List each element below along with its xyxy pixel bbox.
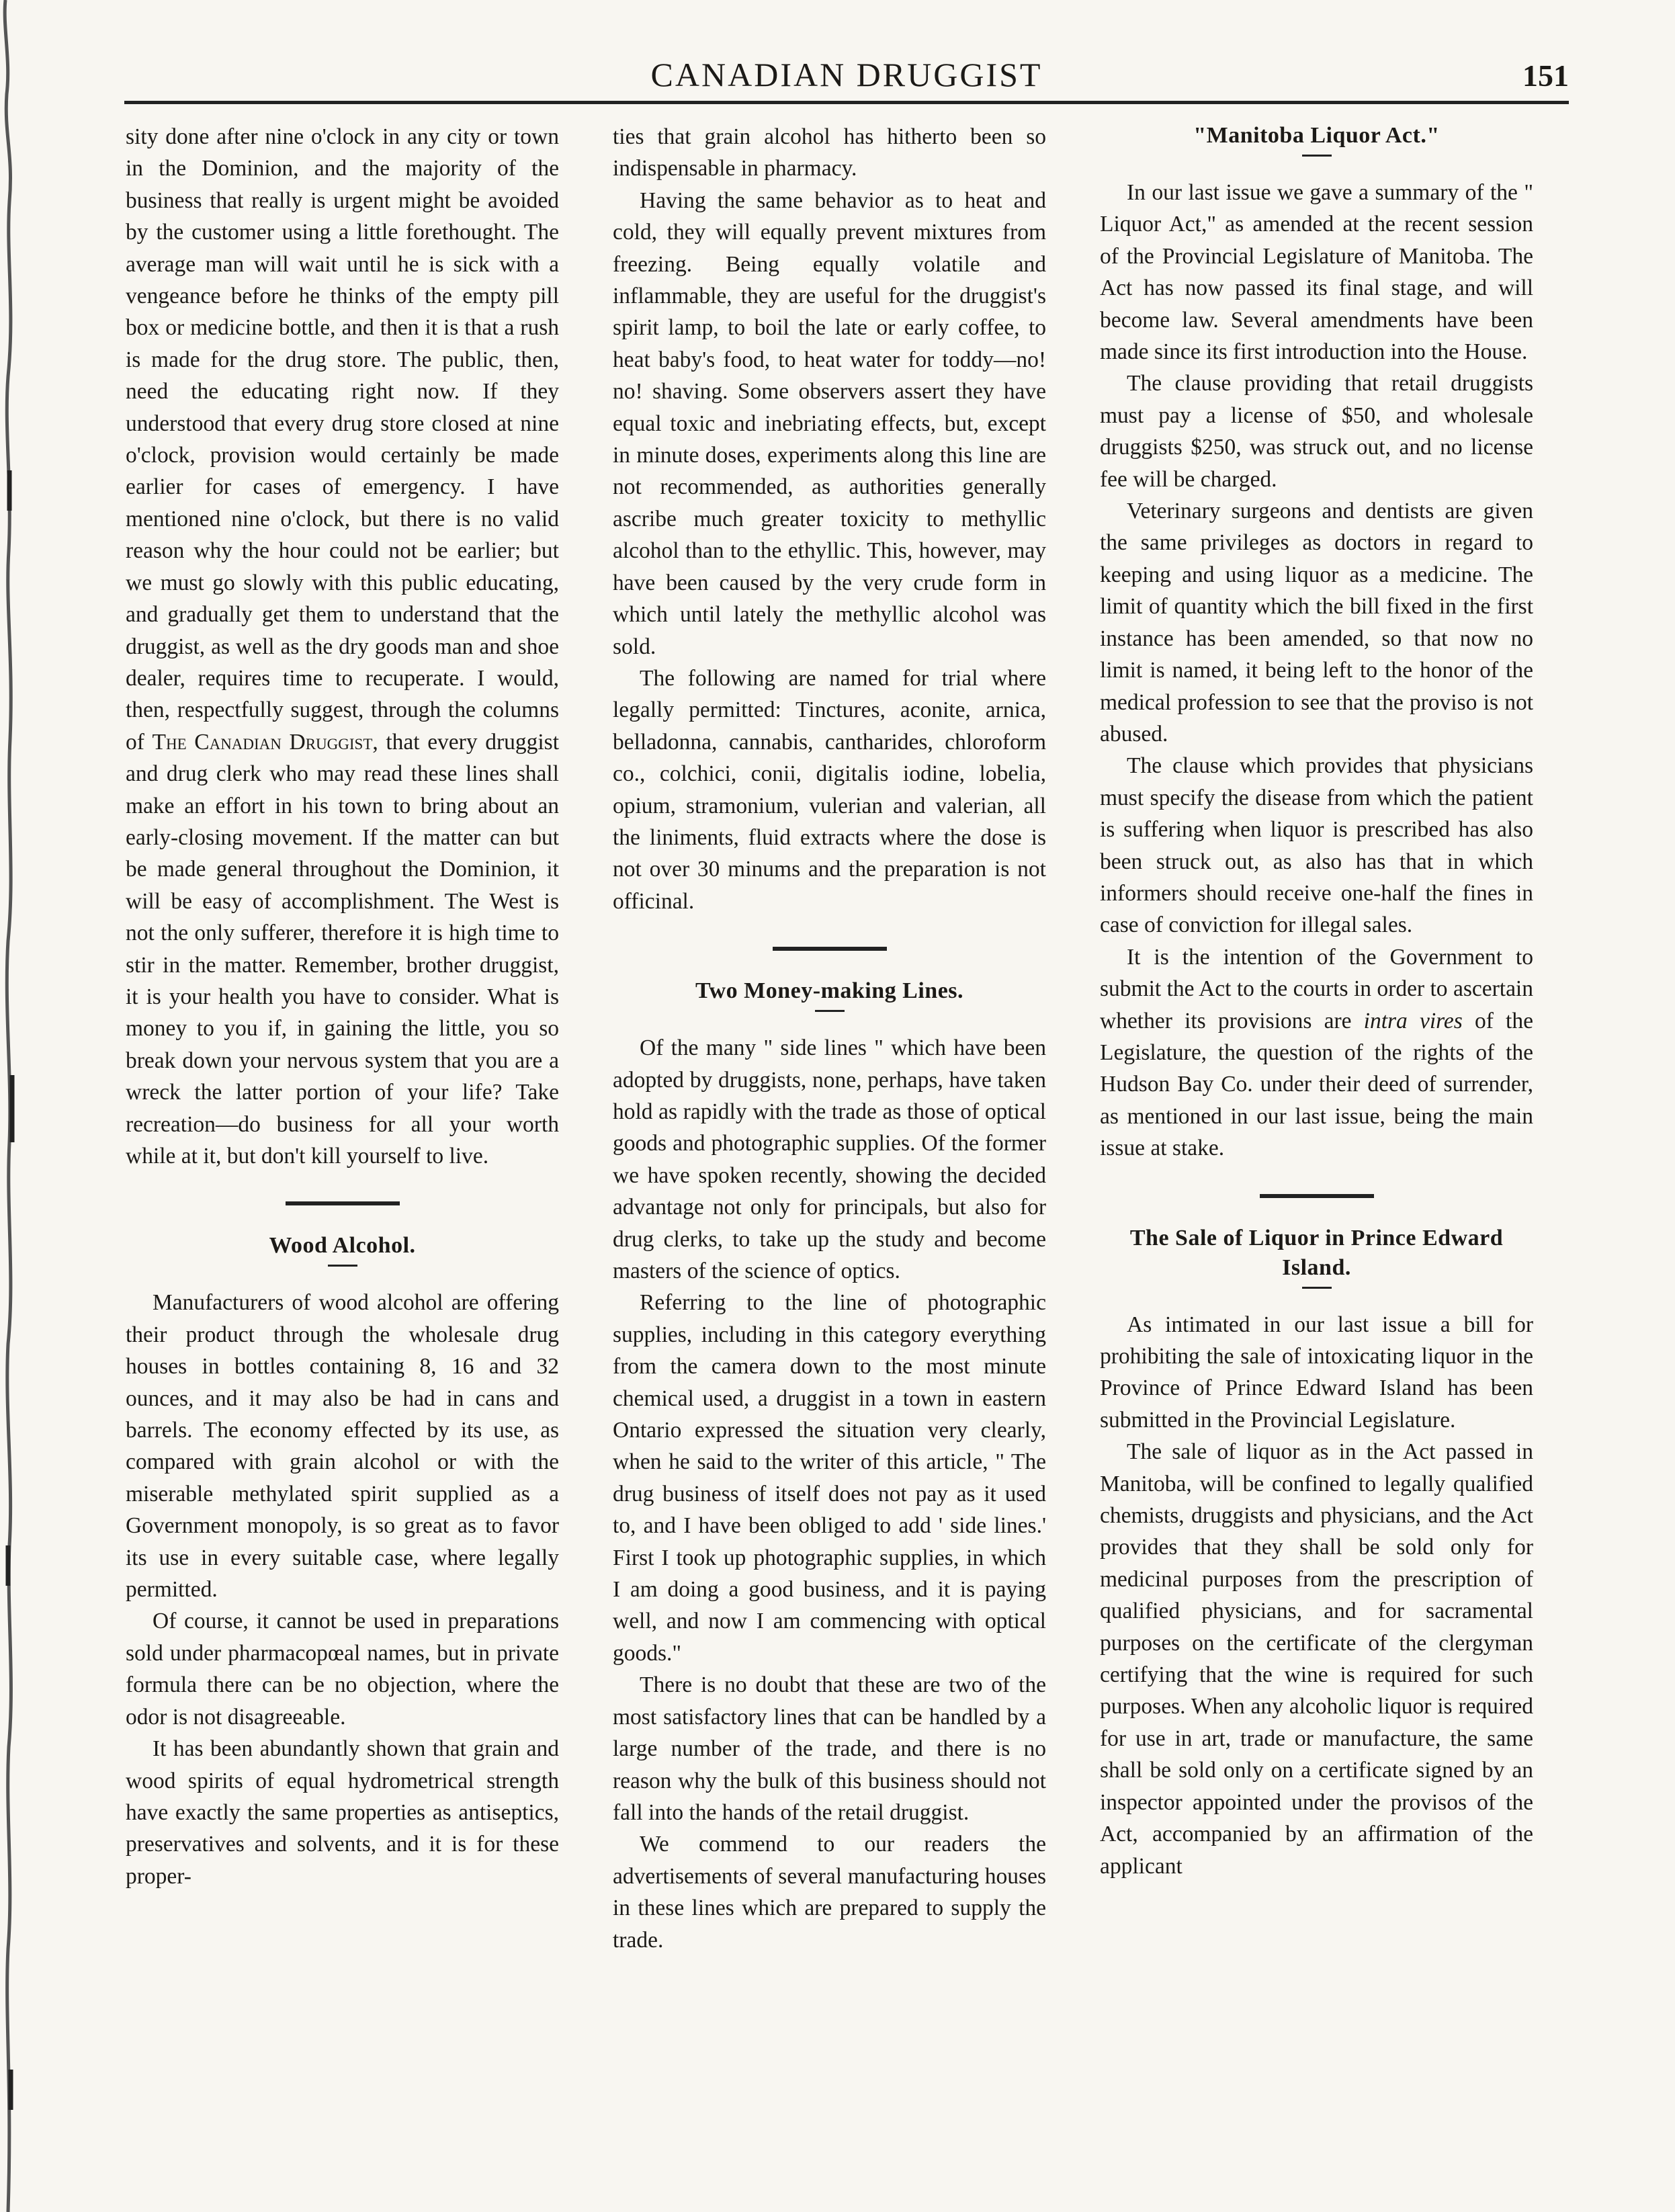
- latin-phrase: intra vires: [1363, 1008, 1463, 1033]
- binding-edge-mark: [0, 0, 23, 2212]
- page-number: 151: [1522, 58, 1569, 93]
- header-rule: [124, 101, 1569, 104]
- article-heading-wood-alcohol: Wood Alcohol.: [269, 1233, 416, 1259]
- paragraph: The following are named for trial where legally permitted: Tinctures, aconite, arnica, belladonna, cannabis, cantharides, chloroform co., colchici, conii, digitalis iodine, lobelia, opium, stramonium, vulerian and valerian, all the liniments, fluid extracts where the dose is not over 30 minums and the preparation is not officinal.: [613, 665, 1046, 914]
- paragraph-text: , that every druggist and drug clerk who may read these lines shall make an effort in his town to bring about an early-closing movement. If the matter can but be made general throughout the Dominion, it will be easy of accomplishment. The West is not the only sufferer, therefore it is high time to stir in the matter. Remember, brother druggist, it is your health you have to consider. What is money to you if, in gaining the little, you so break down your nervous system that you are a wreck the latter portion of your life? Take recreation—do business for all your worth while at it, but don't kill yourself to live.: [126, 729, 559, 1168]
- heading-dash: [1302, 1287, 1332, 1289]
- paragraph: The sale of liquor as in the Act passed in Manitoba, will be confined to legally qualified chemists, druggists and physicians, and the Act provides that they shall be sold only for medicinal purposes from the prescription of qualified physicians, and for sacramental purposes on the certificate of the clergyman certifying that the wine is required for such purposes. When any alcoholic liquor is required for use in art, trade or manufacture, the same shall be sold only on a certificate signed by an inspector appointed under the provisos of the Act, accompanied by an affirmation of the applicant: [1100, 1439, 1533, 1879]
- paragraph: Having the same behavior as to heat and cold, they will equally prevent mixtures from freezing. Being equally volatile and inflammable, they are useful for the druggist's spirit lamp, to boil the late or early coffee, to heat baby's food, to heat water for toddy—no! no! shaving. Some observers assert they have equal toxic and inebriating effects, but, except in minute doses, experiments along this line are not recommended, as authorities generally ascribe much greater toxicity to methyllic alcohol than to the ethyllic. This, however, may have been caused by the very crude form in which until lately the methyllic alcohol was sold.: [613, 187, 1046, 659]
- section-separator: [286, 1201, 400, 1205]
- heading-dash: [815, 1010, 845, 1012]
- paragraph: The clause which provides that physicians must specify the disease from which the patient is suffering when liquor is prescribed has also been struck out, as also has that in which informers should receive one-half the fines in case of conviction for illegal sales.: [1100, 753, 1533, 938]
- paragraph: As intimated in our last issue a bill for prohibiting the sale of intoxicating liquor in the Province of Prince Edward Island has been submitted in the Provincial Legislature.: [1100, 1312, 1533, 1433]
- column-3: [1100, 121, 1533, 1882]
- journal-title: CANADIAN DRUGGIST: [650, 56, 1043, 93]
- paragraph: There is no doubt that these are two of the most satisfactory lines that can be handled by a large number of the trade, and there is no reason why the bulk of this business should not fall into the hands of the retail druggist.: [613, 1672, 1046, 1825]
- running-header: [124, 55, 1569, 97]
- paragraph: The clause providing that retail druggists must pay a license of $50, and wholesale druggists $250, was struck out, and no license fee will be charged.: [1100, 371, 1533, 492]
- paragraph-text: sity done after nine o'clock in any city or town in the Dominion, and the majority of the business that really is urgent might be avoided by the customer using a little forethought. The average man will wait until he is sick with a vengeance before he thinks of the empty pill box or medicine bottle, and then it is that a rush is made for the drug store. The public, then, need the educating right now. If they understood that every drug store closed at nine o'clock, provision would certainly be made earlier for cases of emergency. I have mentioned nine o'clock, but there is no valid reason why the hour could not be earlier; but we must go slowly with this public educating, and gradually get them to understand that the druggist, as well as the dry goods man and shoe dealer, requires time to recuperate. I would, then, respectfully suggest, through the columns of: [126, 124, 559, 755]
- paragraph-text: of the Legislature, the question of the rights of the Hudson Bay Co. under their deed of surrender, as mentioned in our last issue, being the main issue at stake.: [1100, 1008, 1533, 1161]
- paragraph: We commend to our readers the advertisements of several manufacturing houses in these lines which are prepared to supply the trade.: [613, 1832, 1046, 1953]
- publication-name: The Canadian Druggist: [152, 729, 373, 755]
- paragraph-text: It is the intention of the Government to submit the Act to the courts in order to ascertain whether its provisions are: [1100, 944, 1533, 1033]
- paragraph: Veterinary surgeons and dentists are given the same privileges as doctors in regard to keeping and using liquor as a medicine. The limit of quantity which the bill fixed in the first instance has been amended, so that now no limit is named, it being left to the honor of the medical profession to see that the proviso is not abused.: [1100, 499, 1533, 747]
- heading-dash: [328, 1265, 357, 1267]
- section-separator: [1260, 1194, 1374, 1198]
- column-2: [613, 121, 1046, 1956]
- heading-dash: [1302, 155, 1332, 157]
- paragraph: Referring to the line of photographic supplies, including in this category everything from the camera down to the most minute chemical used, a druggist in a town in eastern Ontario expressed the situation very clearly, when he said to the writer of this article, " The drug business of itself does not pay as it used to, and I have been obliged to add ' side lines.' First I took up photographic supplies, in which I am doing a good business, and it is paying well, and now I am commencing with optical goods.": [613, 1290, 1046, 1666]
- continued-paragraph: ties that grain alcohol has hitherto been so indispensable in pharmacy.: [613, 124, 1046, 181]
- article-heading-money-making-lines: Two Money-making Lines.: [695, 978, 964, 1004]
- paragraph: It has been abundantly shown that grain and wood spirits of equal hydrometrical strength have exactly the same properties as antiseptics, preservatives and solvents, and it is for these proper-: [126, 1736, 559, 1889]
- paragraph: [1100, 941, 1533, 1164]
- article-heading-prince-edward-island: The Sale of Liquor in Prince Edward Island.: [1129, 1225, 1504, 1280]
- paragraph: In our last issue we gave a summary of the " Liquor Act," as amended at the recent session of the Provincial Legislature of Manitoba. The Act has now passed its final stage, and will become law. Several amendments have been made since its first introduction into the House.: [1100, 180, 1533, 365]
- continued-paragraph: [126, 121, 559, 1172]
- paragraph: Manufacturers of wood alcohol are offering their product through the wholesale drug houses in bottles containing 8, 16 and 32 ounces, and it may also be had in cans and barrels. The economy effected by its use, as compared with grain alcohol or with the miserable methylated spirit supplied as a Government monopoly, is so great as to favor its use in every suitable case, where legally permitted.: [126, 1290, 559, 1603]
- article-heading-manitoba-liquor-act: "Manitoba Liquor Act.": [1193, 123, 1440, 148]
- paragraph: Of course, it cannot be used in preparations sold under pharmacopœal names, but in private formula there can be no objection, where the odor is not disagreeable.: [126, 1609, 559, 1730]
- column-1: [126, 121, 559, 1892]
- paragraph: Of the many " side lines " which have been adopted by druggists, none, perhaps, have taken hold as rapidly with the trade as those of optical goods and photographic supplies. Of the former we have spoken recently, showing the decided advantage not only for principals, but also for drug clerks, to take up the study and become masters of the science of optics.: [613, 1035, 1046, 1283]
- section-separator: [773, 947, 887, 951]
